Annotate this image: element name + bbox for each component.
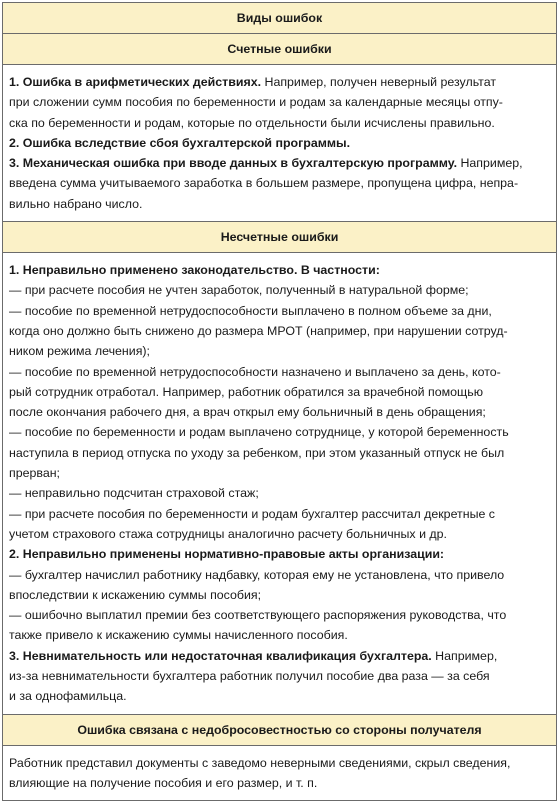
text: Например, получен неверный результат [261, 75, 497, 89]
text: рый сотрудник отработал. Например, работник обратился за врачебной помощью [9, 384, 483, 399]
section-body [3, 745, 557, 801]
section-body-row [3, 745, 557, 801]
text: после окончания рабочего дня, а врач открыл ему больничный в день обращения; [9, 405, 486, 420]
text-line [9, 463, 550, 483]
text-line [9, 133, 550, 153]
text: — ошибочно выплатил премии без соответствующего распоряжения руководства, что [9, 608, 507, 623]
bold-text: 2. Неправильно применены нормативно-правовые акты организации: [9, 547, 445, 562]
text-line [9, 625, 550, 645]
text-line [9, 585, 550, 605]
section-heading-row [3, 714, 557, 745]
text-line [9, 301, 550, 321]
text: Работник представил документы с заведомо неверными сведениями, скрыл сведения, [9, 755, 511, 770]
text: — неправильно подсчитан страховой стаж; [9, 486, 259, 501]
text: вильно набрано число. [9, 196, 143, 211]
text-line [9, 504, 550, 524]
text-line [9, 524, 550, 544]
text-line [9, 92, 550, 112]
text-line [9, 483, 550, 503]
text: — пособие по беременности и родам выплачено сотруднице, у которой беременность [9, 425, 509, 440]
section-body [3, 65, 557, 222]
section-heading-row [3, 222, 557, 253]
text-line [9, 72, 550, 92]
text: — пособие по временной нетрудоспособности выплачено в полном объеме за дни, [9, 303, 492, 318]
text-line [9, 153, 550, 173]
text: также привело к искажению суммы начисленного пособия. [9, 628, 348, 643]
text: ником режима лечения); [9, 344, 150, 359]
text: наступила в период отпуска по уходу за ребенком, при этом указанный отпуск не был [9, 445, 505, 460]
text-line [9, 666, 550, 686]
text-line [9, 362, 550, 382]
text: учетом страхового стажа сотрудницы аналогично расчету больничных и др. [9, 526, 447, 541]
bold-text: 1. Неправильно применено законодательство. В частности: [9, 263, 380, 278]
text-line [9, 686, 550, 706]
text: прерван; [9, 466, 61, 481]
text: когда оно должно быть снижено до размера МРОТ (например, при нарушении сотруд- [9, 323, 508, 338]
section-body-row [3, 253, 557, 715]
bold-text: 3. Механическая ошибка при вводе данных в бухгалтерскую программу. [9, 156, 458, 171]
text-line [9, 565, 550, 585]
text: Например, [431, 648, 498, 663]
text: введена сумма учитываемого заработка в большем размере, пропущена цифра, непра- [9, 176, 519, 191]
text: Например, [457, 156, 523, 171]
text: — бухгалтер начислил работнику надбавку, которая ему не установлена, что привело [9, 567, 505, 582]
error-types-table [2, 2, 557, 801]
table-body [3, 3, 557, 801]
section-heading: Несчетные ошибки [3, 222, 557, 253]
text-line [9, 194, 550, 214]
text-line [9, 341, 550, 361]
text-line [9, 321, 550, 341]
text-line [9, 260, 550, 280]
text: и за однофамильца. [9, 689, 127, 704]
text: впоследствии к искажению суммы пособия; [9, 587, 262, 602]
text: — при расчете пособия по беременности и родам бухгалтер рассчитал декретные с [9, 506, 496, 521]
text: из-за невнимательности бухгалтера работник получил пособие два раза — за себя [9, 669, 490, 684]
text-line [9, 382, 550, 402]
text-line [9, 402, 550, 422]
text-line [9, 646, 550, 666]
text-line [9, 544, 550, 564]
bold-text: 2. Ошибка вследствие сбоя бухгалтерской программы. [9, 135, 351, 150]
section-heading: Счетные ошибки [3, 34, 557, 65]
text-line [9, 773, 550, 793]
text-line [9, 173, 550, 193]
text: — пособие по временной нетрудоспособности назначено и выплачено за день, кото- [9, 364, 501, 379]
section-heading-row [3, 34, 557, 65]
text-line [9, 280, 550, 300]
text-line [9, 443, 550, 463]
text: ска по беременности и родам, которые по отдельности были исчислены правильно. [9, 115, 495, 130]
text-line [9, 113, 550, 133]
text: при сложении сумм пособия по беременности и родам за календарные месяцы отпу- [9, 95, 503, 110]
text-line [9, 605, 550, 625]
bold-text: 3. Невнимательность или недостаточная квалификация бухгалтера. [9, 648, 432, 663]
table-title-row [3, 3, 557, 34]
text-line [9, 422, 550, 442]
text-line [9, 753, 550, 773]
table-title: Виды ошибок [3, 3, 557, 34]
section-heading: Ошибка связана с недобросовестностью со стороны получателя [3, 714, 557, 745]
section-body [3, 253, 557, 715]
section-body-row [3, 65, 557, 222]
text: влияющие на получение пособия и его размер, и т. п. [9, 775, 318, 790]
text: — при расчете пособия не учтен заработок, полученный в натуральной форме; [9, 283, 469, 298]
bold-text: 1. Ошибка в арифметических действиях. [9, 75, 262, 89]
